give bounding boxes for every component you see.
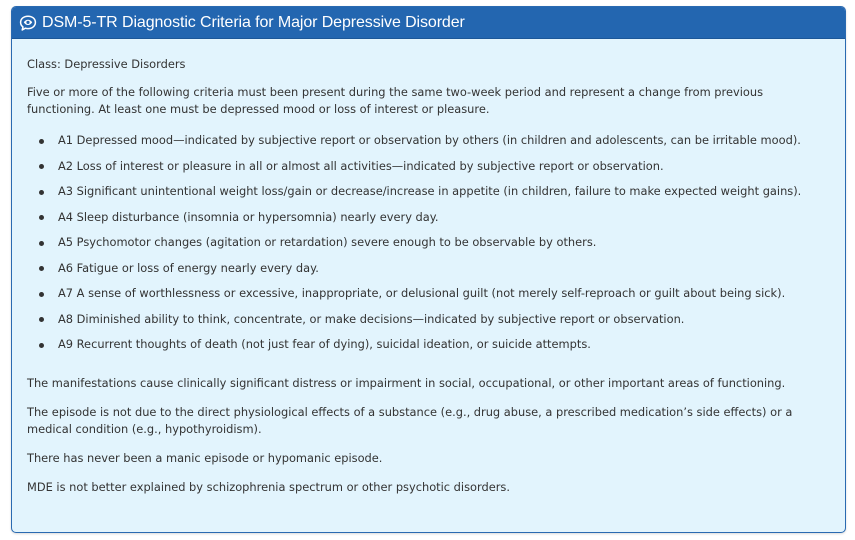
panel-body: [12, 39, 845, 496]
bullet-icon: [39, 317, 44, 322]
criteria-item: [27, 183, 830, 209]
criteria-text: A1 Depressed mood—indicated by subjective report or observation by others (in children and adolescents, can be irritable mood).: [58, 133, 801, 147]
criteria-text: A8 Diminished ability to think, concentrate, or make decisions—indicated by subjective report or observation.: [58, 311, 685, 326]
bullet-icon: [39, 343, 44, 348]
criteria-item: [27, 285, 830, 311]
criteria-item: [27, 209, 830, 235]
criteria-text: A3 Significant unintentional weight loss/gain or decrease/increase in appetite (in children, failure to make expected weight gains).: [58, 184, 802, 198]
criteria-text: A6 Fatigue or loss of energy nearly every day.: [58, 260, 319, 275]
intro-paragraph: Five or more of the following criteria must been present during the same two-week period and represent a change from previous functioning. At least one must be depressed mood or loss of interest or pleasure.: [27, 85, 764, 116]
criteria-list: [27, 132, 830, 362]
bullet-icon: [39, 292, 44, 297]
schizophrenia-paragraph: MDE is not better explained by schizophrenia spectrum or other psychotic disorders.: [27, 479, 510, 494]
criteria-item: [27, 336, 830, 362]
bullet-icon: [39, 164, 44, 169]
bullet-icon: [39, 139, 44, 144]
criteria-item: [27, 132, 830, 158]
criteria-item: [27, 260, 830, 286]
bullet-icon: [39, 241, 44, 246]
bullet-icon: [39, 190, 44, 195]
criteria-item: [27, 158, 830, 184]
criteria-text: A2 Loss of interest or pleasure in all or almost all activities—indicated by subjective report or observation.: [58, 158, 664, 173]
manic-episode-paragraph: There has never been a manic episode or hypomanic episode.: [27, 450, 383, 465]
criteria-text: A7 A sense of worthlessness or excessive, inappropriate, or delusional guilt (not merely self-reproach or guilt about being sick).: [58, 286, 786, 300]
criteria-text: A4 Sleep disturbance (insomnia or hypersomnia) nearly every day.: [58, 209, 439, 224]
criteria-item: [27, 311, 830, 337]
criteria-text: A9 Recurrent thoughts of death (not just fear of dying), suicidal ideation, or suicide attempts.: [58, 337, 591, 351]
panel-header: [12, 7, 845, 39]
panel-title: DSM-5-TR Diagnostic Criteria for Major Depressive Disorder: [42, 13, 465, 31]
criteria-text: A5 Psychomotor changes (agitation or retardation) severe enough to be observable by others.: [58, 235, 597, 249]
criteria-item: [27, 234, 830, 260]
bullet-icon: [39, 266, 44, 271]
eye-in-speech-bubble-icon: [19, 14, 37, 32]
bullet-icon: [39, 215, 44, 220]
dsm-criteria-panel: [11, 6, 846, 533]
distress-paragraph: The manifestations cause clinically significant distress or impairment in social, occupational, or other important areas of functioning.: [27, 375, 786, 390]
substance-paragraph: The episode is not due to the direct physiological effects of a substance (e.g., drug abuse, a prescribed medication’s side effects) or a medical condition (e.g., hypothyroidism).: [27, 404, 793, 436]
class-line: Class: Depressive Disorders: [27, 57, 186, 71]
